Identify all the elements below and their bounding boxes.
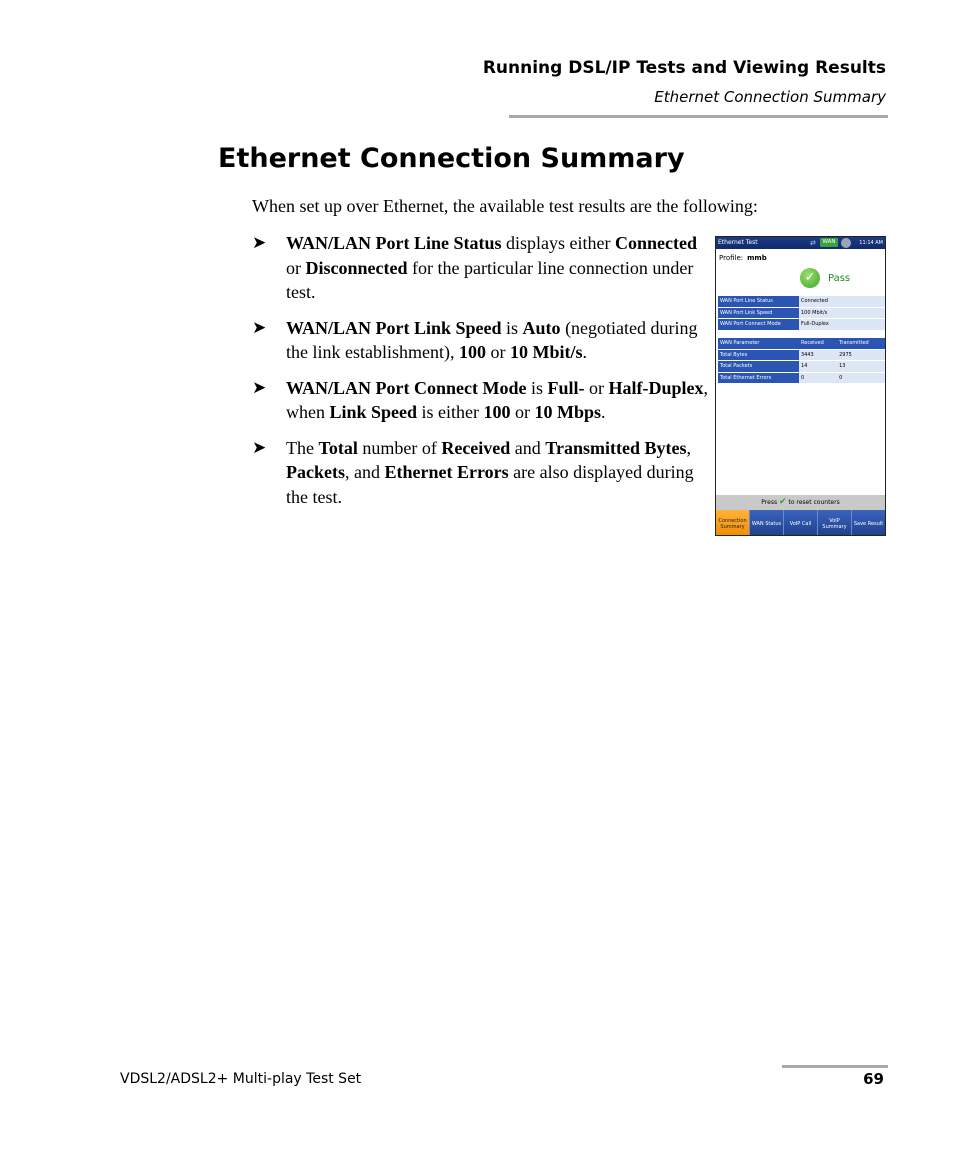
table-row: Total Ethernet Errors 0 0	[718, 372, 885, 384]
intro-paragraph: When set up over Ethernet, the available test results are the following:	[252, 196, 758, 216]
signal-icon	[841, 238, 851, 248]
running-header-section: Ethernet Connection Summary	[654, 88, 886, 106]
status-table	[718, 296, 885, 331]
list-item: ➤ WAN/LAN Port Line Status displays either Connected or Disconnected for the particular line connection under test.	[252, 233, 697, 302]
tab-save-result: Save Result	[851, 510, 885, 536]
footer-rule	[782, 1065, 888, 1068]
tab-wan-status: WAN Status	[749, 510, 783, 536]
table-row: WAN Port Line Status Connected	[718, 296, 885, 307]
ethernet-test-screenshot	[715, 236, 886, 536]
table-row: Total Bytes 3443 2975	[718, 349, 885, 361]
pass-status: Pass	[828, 273, 851, 284]
table-row: WAN Port Link Speed 100 Mbit/s	[718, 307, 885, 319]
footer-product-name: VDSL2/ADSL2+ Multi-play Test Set	[120, 1071, 362, 1087]
profile-line: Profile: mmb	[719, 254, 767, 262]
table-row: WAN Port Connect Mode Full-Duplex	[718, 319, 885, 331]
header-rule	[509, 115, 888, 118]
results-list	[252, 231, 712, 520]
arrow-bullet-icon: ➤	[252, 317, 267, 337]
running-header-chapter: Running DSL/IP Tests and Viewing Results	[482, 58, 886, 78]
list-item: ➤ WAN/LAN Port Link Speed is Auto (negotiated during the link establishment), 100 or 10 Mbit/s.	[252, 317, 698, 362]
wan-badge: WAN	[820, 238, 838, 247]
table-row: Total Packets 14 13	[718, 361, 885, 373]
page-title: Ethernet Connection Summary	[218, 143, 685, 174]
device-title-bar	[716, 237, 885, 249]
arrow-bullet-icon: ➤	[252, 233, 267, 252]
arrow-bullet-icon: ➤	[252, 437, 267, 457]
arrow-bullet-icon: ➤	[252, 377, 267, 397]
list-item: ➤ The Total number of Received and Transmitted Bytes, Packets, and Ethernet Errors are also displayed during the test.	[252, 437, 694, 507]
page-number: 69	[863, 1070, 884, 1088]
table-header-row: WAN Parameter Received Transmitted	[718, 338, 885, 349]
check-icon: ✓	[800, 268, 820, 288]
reset-counters-hint: Press ✔ to reset counters	[716, 495, 885, 510]
device-tab-bar	[716, 510, 885, 536]
tab-connection-summary: Connection Summary	[716, 510, 749, 536]
check-icon: ✔	[779, 497, 787, 507]
tab-voip-call: VoIP Call	[783, 510, 817, 536]
window-title: Ethernet Test	[718, 239, 758, 246]
tab-voip-summary: VoIP Summary	[817, 510, 851, 536]
network-icon: ⇄	[810, 239, 816, 247]
clock: 11:14 AM	[859, 240, 883, 246]
list-item: ➤ WAN/LAN Port Connect Mode is Full- or Half-Duplex, when Link Speed is either 100 or 10 Mbps.	[252, 377, 709, 422]
statistics-table	[718, 338, 885, 384]
